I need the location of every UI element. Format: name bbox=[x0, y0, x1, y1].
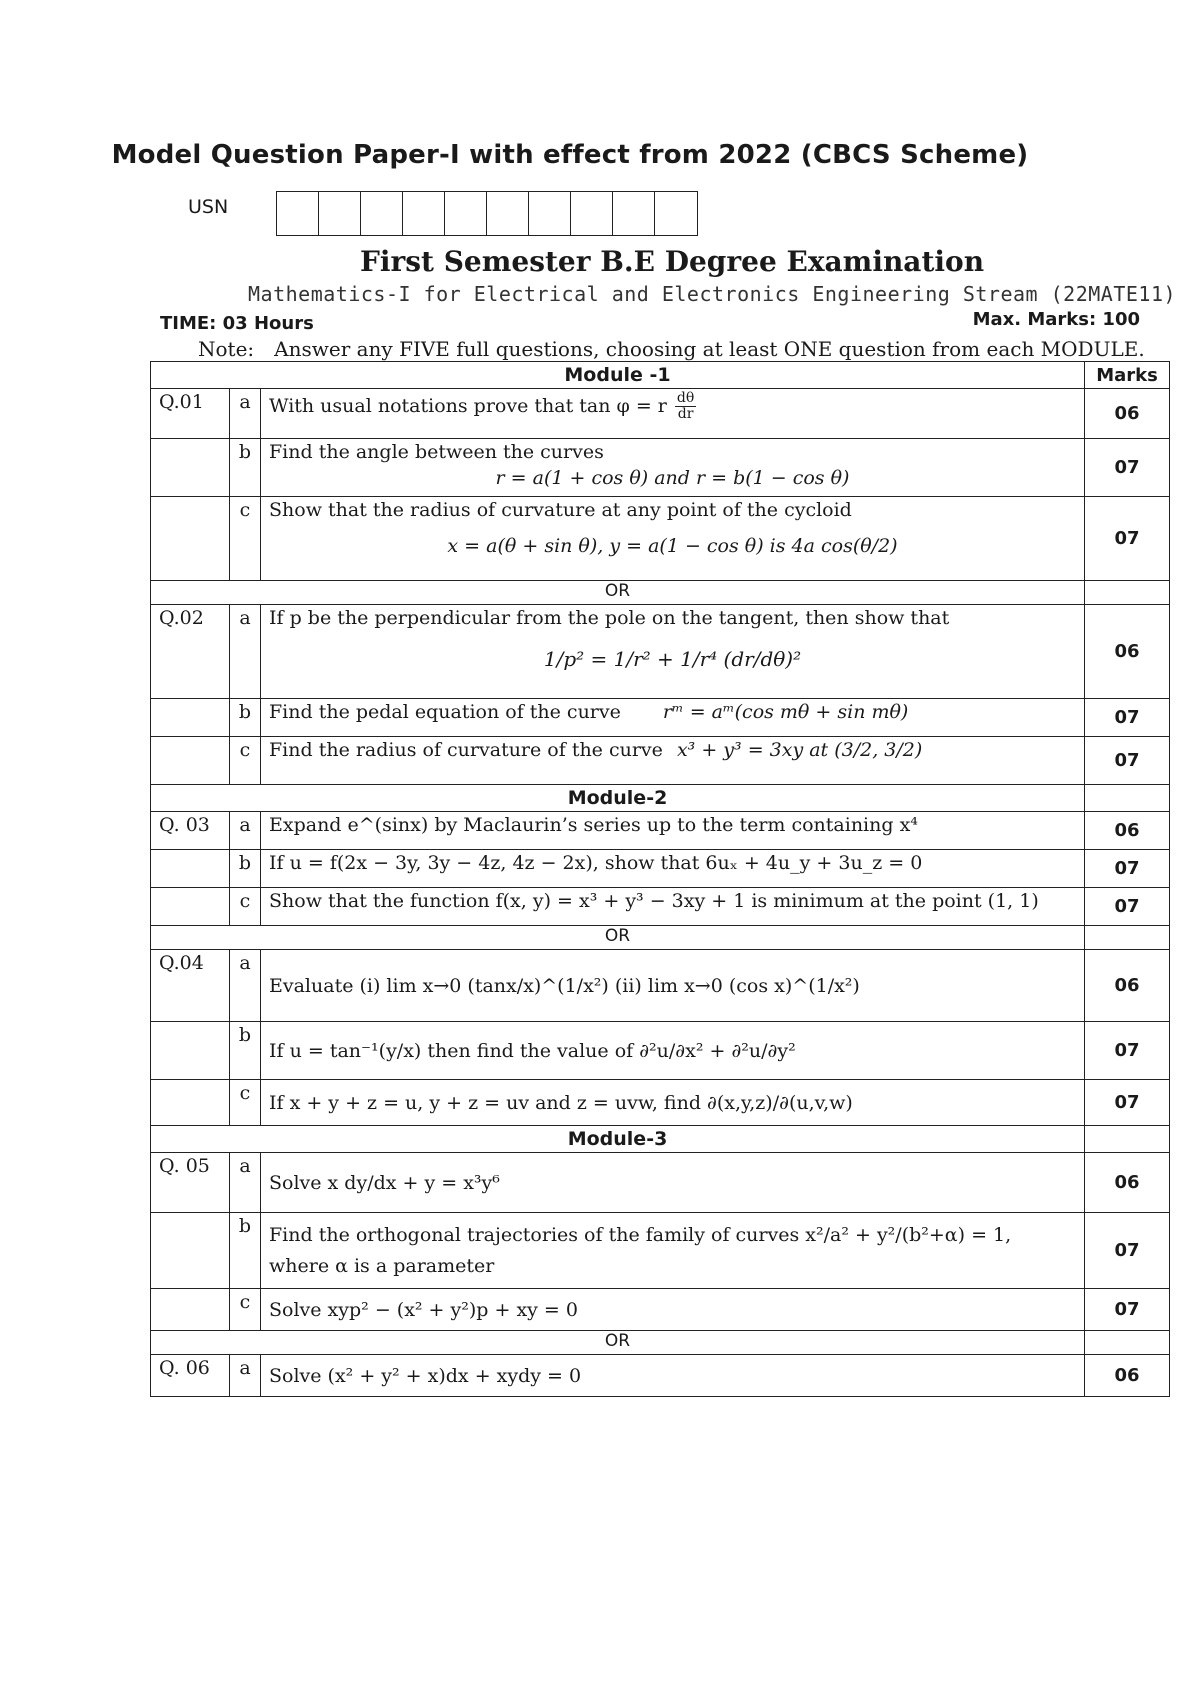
usn-box bbox=[529, 192, 571, 235]
module-heading: Module-2 bbox=[151, 785, 1085, 812]
question-text-main: Find the radius of curvature of the curve bbox=[269, 739, 663, 761]
question-text: Find the orthogonal trajectories of the family of curves x²/a² + y²/(b²+α) = 1, where α is a parameter bbox=[261, 1213, 1085, 1289]
equation: x³ + y³ = 3xy at (3/2, 3/2) bbox=[676, 739, 923, 761]
question-marks: 07 bbox=[1085, 1289, 1170, 1331]
question-table bbox=[150, 361, 1170, 1397]
question-marks: 06 bbox=[1085, 1153, 1170, 1213]
marks-header: Marks bbox=[1085, 362, 1170, 389]
question-marks: 06 bbox=[1085, 389, 1170, 439]
question-row bbox=[151, 389, 1170, 439]
question-text: If x + y + z = u, y + z = uv and z = uvw, find ∂(x,y,z)/∂(u,v,w) bbox=[261, 1080, 1085, 1126]
instructions-note bbox=[198, 337, 1145, 361]
question-marks: 07 bbox=[1085, 888, 1170, 926]
note-text: Answer any FIVE full questions, choosing at least ONE question from each MODULE. bbox=[274, 337, 1145, 361]
question-text: Evaluate (i) lim x→0 (tanx/x)^(1/x²) (ii) lim x→0 (cos x)^(1/x²) bbox=[261, 950, 1085, 1022]
sub-part: c bbox=[230, 1289, 261, 1331]
question-text: Solve (x² + y² + x)dx + xydy = 0 bbox=[261, 1355, 1085, 1397]
question-number: Q. 05 bbox=[151, 1153, 230, 1213]
question-number: Q.02 bbox=[151, 605, 230, 699]
question-number: Q.04 bbox=[151, 950, 230, 1022]
sub-part: a bbox=[230, 812, 261, 850]
question-marks: 07 bbox=[1085, 439, 1170, 497]
fraction-numerator: dθ bbox=[676, 390, 695, 406]
sub-part: c bbox=[230, 888, 261, 926]
usn-box bbox=[487, 192, 529, 235]
equation: rᵐ = aᵐ(cos mθ + sin mθ) bbox=[662, 701, 909, 723]
question-number: Q. 06 bbox=[151, 1355, 230, 1397]
question-marks: 07 bbox=[1085, 737, 1170, 785]
question-row bbox=[151, 812, 1170, 850]
question-text: Solve xyp² − (x² + y²)p + xy = 0 bbox=[261, 1289, 1085, 1331]
usn-box bbox=[613, 192, 655, 235]
question-marks: 07 bbox=[1085, 1080, 1170, 1126]
usn-label: USN bbox=[188, 196, 229, 218]
question-text: Solve x dy/dx + y = x³y⁶ bbox=[261, 1153, 1085, 1213]
question-row bbox=[151, 1289, 1170, 1331]
question-text bbox=[261, 737, 1085, 785]
subject-line: Mathematics-I for Electrical and Electronics Engineering Stream (22MATE11) bbox=[248, 282, 1177, 306]
equation: x = a(θ + sin θ), y = a(1 − cos θ) is 4a cos(θ/2) bbox=[447, 535, 898, 557]
question-number: Q.01 bbox=[151, 389, 230, 439]
question-number: Q. 03 bbox=[151, 812, 230, 850]
sub-part: b bbox=[230, 1022, 261, 1080]
question-row bbox=[151, 1080, 1170, 1126]
question-row bbox=[151, 1153, 1170, 1213]
or-divider: OR bbox=[151, 926, 1085, 950]
question-marks: 07 bbox=[1085, 850, 1170, 888]
question-text bbox=[261, 497, 1085, 581]
question-marks: 06 bbox=[1085, 1355, 1170, 1397]
sub-part: b bbox=[230, 1213, 261, 1289]
fraction-denominator: dr bbox=[677, 406, 694, 423]
question-row bbox=[151, 1213, 1170, 1289]
module-heading: Module -1 bbox=[151, 362, 1085, 389]
question-text bbox=[261, 389, 1085, 439]
question-text: If u = f(2x − 3y, 3y − 4z, 4z − 2x), show that 6uₓ + 4u_y + 3u_z = 0 bbox=[261, 850, 1085, 888]
question-text bbox=[261, 439, 1085, 497]
sub-part: a bbox=[230, 950, 261, 1022]
sub-part: a bbox=[230, 605, 261, 699]
question-row bbox=[151, 1022, 1170, 1080]
exam-name: First Semester B.E Degree Examination bbox=[360, 245, 985, 278]
usn-box bbox=[445, 192, 487, 235]
usn-box bbox=[319, 192, 361, 235]
sub-part: b bbox=[230, 439, 261, 497]
question-row bbox=[151, 888, 1170, 926]
sub-part: b bbox=[230, 699, 261, 737]
question-text: Show that the function f(x, y) = x³ + y³ − 3xy + 1 is minimum at the point (1, 1) bbox=[261, 888, 1085, 926]
sub-part: c bbox=[230, 497, 261, 581]
question-row bbox=[151, 605, 1170, 699]
question-marks: 07 bbox=[1085, 497, 1170, 581]
question-text: If u = tan⁻¹(y/x) then find the value of ∂²u/∂x² + ∂²u/∂y² bbox=[261, 1022, 1085, 1080]
question-marks: 07 bbox=[1085, 699, 1170, 737]
question-row bbox=[151, 1355, 1170, 1397]
usn-box bbox=[571, 192, 613, 235]
usn-box bbox=[277, 192, 319, 235]
note-label: Note: bbox=[198, 337, 255, 361]
or-divider: OR bbox=[151, 581, 1085, 605]
question-text-main: With usual notations prove that tan φ = r bbox=[269, 394, 667, 417]
sub-part: a bbox=[230, 1153, 261, 1213]
module-heading: Module-3 bbox=[151, 1126, 1085, 1153]
sub-part: c bbox=[230, 1080, 261, 1126]
question-row bbox=[151, 950, 1170, 1022]
question-marks: 07 bbox=[1085, 1022, 1170, 1080]
sub-part: a bbox=[230, 1355, 261, 1397]
question-marks: 07 bbox=[1085, 1213, 1170, 1289]
sub-part: c bbox=[230, 737, 261, 785]
question-row bbox=[151, 497, 1170, 581]
sub-part: a bbox=[230, 389, 261, 439]
equation: r = a(1 + cos θ) and r = b(1 − cos θ) bbox=[495, 467, 850, 489]
usn-entry-boxes bbox=[276, 191, 698, 236]
paper-title: Model Question Paper-I with effect from 2022 (CBCS Scheme) bbox=[111, 140, 1029, 170]
question-text bbox=[261, 605, 1085, 699]
time-allowed: TIME: 03 Hours bbox=[160, 313, 314, 334]
or-divider: OR bbox=[151, 1331, 1085, 1355]
usn-box bbox=[655, 192, 697, 235]
question-row bbox=[151, 439, 1170, 497]
question-row bbox=[151, 737, 1170, 785]
equation: 1/p² = 1/r² + 1/r⁴ (dr/dθ)² bbox=[543, 647, 802, 671]
question-text-main: Find the pedal equation of the curve bbox=[269, 701, 621, 723]
usn-box bbox=[403, 192, 445, 235]
question-text-main: If p be the perpendicular from the pole on the tangent, then show that bbox=[269, 607, 950, 629]
usn-box bbox=[361, 192, 403, 235]
question-text: Expand e^(sinx) by Maclaurin’s series up to the term containing x⁴ bbox=[261, 812, 1085, 850]
question-row bbox=[151, 699, 1170, 737]
question-text-main: Show that the radius of curvature at any point of the cycloid bbox=[269, 499, 852, 521]
question-row bbox=[151, 850, 1170, 888]
question-text-main: Find the angle between the curves bbox=[269, 441, 604, 463]
question-marks: 06 bbox=[1085, 812, 1170, 850]
max-marks: Max. Marks: 100 bbox=[972, 309, 1140, 330]
sub-part: b bbox=[230, 850, 261, 888]
question-marks: 06 bbox=[1085, 605, 1170, 699]
question-text bbox=[261, 699, 1085, 737]
question-marks: 06 bbox=[1085, 950, 1170, 1022]
